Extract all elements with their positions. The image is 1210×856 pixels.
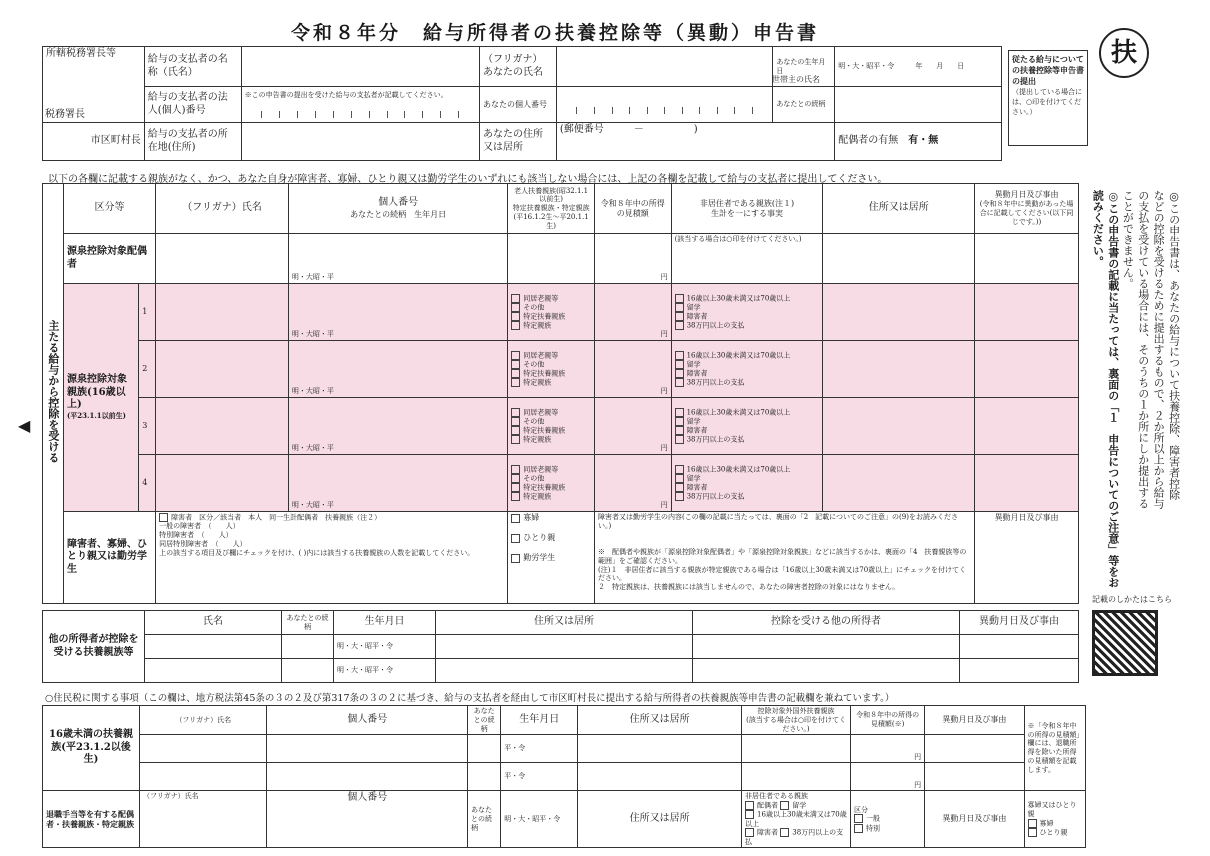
c-special-count[interactable]: （ 人） — [201, 531, 233, 539]
payer-number-label: 給与の支払者の法人(個人)番号 — [144, 87, 241, 123]
c-change: 異動月日及び事由 — [975, 512, 1079, 604]
main-side-label: 主たる給与から控除を受ける — [46, 319, 60, 463]
c-cohab-count[interactable]: （ 人） — [215, 539, 247, 548]
d-address: 住所又は居所 — [436, 611, 693, 635]
dep3-n2[interactable]: 留学 — [686, 417, 701, 426]
dep3-era[interactable]: 明・大昭・平 — [288, 398, 507, 455]
r-row1-name[interactable] — [140, 735, 267, 763]
d-row2-name[interactable] — [145, 659, 282, 683]
c-dep: 扶養親族 — [325, 513, 354, 522]
col-name: （フリガナ）氏名 — [156, 184, 289, 234]
payer-address-field[interactable] — [241, 123, 479, 161]
col-nonres: 非居住者である親族(注１) — [699, 198, 795, 208]
dep1-other[interactable]: その他 — [523, 303, 545, 312]
r-row1-address[interactable] — [578, 735, 742, 763]
secondary-submit-sub: （提出している場合には、○印を付けてください。） — [1012, 88, 1082, 116]
d-row2-change[interactable] — [960, 659, 1079, 683]
r-row1-change[interactable] — [925, 735, 1024, 763]
side-note-1: ◎この申告書は、あなたの給与について扶養控除、障害者控除などの控除を受けるために提出するもので、２か所以上から給与の支払を受けている場合には、そのうちの１か所にしか提出することができません。 — [1121, 190, 1181, 509]
r-row2-number[interactable] — [267, 763, 468, 791]
dep1-address[interactable] — [823, 284, 975, 341]
dep1-special[interactable]: 特定扶養親族 — [523, 312, 566, 321]
d-name: 氏名 — [145, 611, 282, 635]
col-relation: あなたとの続柄 — [350, 209, 407, 219]
payer-name-field[interactable] — [241, 47, 479, 87]
r-furigana: （フリガナ）氏名 — [140, 706, 267, 735]
d-change: 異動月日及び事由 — [960, 611, 1079, 635]
r-row2-address[interactable] — [578, 763, 742, 791]
dep3-n3[interactable]: 障害者 — [686, 426, 708, 435]
row-a-label: 源泉控除対象配偶者 — [63, 234, 155, 284]
secondary-submit-box[interactable] — [1008, 50, 1088, 146]
retire-disabled[interactable]: 障害者 — [757, 828, 779, 837]
col-class: 区分等 — [63, 184, 155, 234]
dep4-special2[interactable]: 特定親族 — [523, 492, 552, 501]
col-birth: 生年月日 — [414, 209, 447, 219]
r-row1-foreign[interactable] — [742, 735, 851, 763]
header-table — [42, 46, 1002, 161]
r-income: 令和８年中の所得の見積額(※) — [851, 706, 925, 735]
tax-office-chief: 税務署長 — [45, 109, 85, 120]
r-change: 異動月日及び事由 — [925, 706, 1024, 735]
d-row1-address[interactable] — [436, 635, 693, 659]
relation-label: あなたとの続柄 — [773, 87, 835, 123]
form-title: 令和８年分 給与所得者の扶養控除等（異動）申告書 — [290, 22, 819, 44]
retire-address[interactable]: 住所又は居所 — [578, 791, 742, 848]
retire-widow[interactable]: 寡婦 — [1039, 819, 1054, 828]
spouse-label: 配偶者の有無 — [838, 135, 899, 147]
retire-class: 区分 — [854, 805, 869, 814]
d-relation: あなたとの続柄 — [282, 611, 334, 635]
r-row2-name[interactable] — [140, 763, 267, 791]
d-birth: 生年月日 — [334, 611, 436, 635]
dep3-n4[interactable]: 38万円以上の支払 — [686, 435, 745, 444]
dep1-change[interactable] — [975, 284, 1079, 341]
your-number-label: あなたの個人番号 — [480, 87, 557, 123]
r-row2-relation[interactable] — [467, 763, 500, 791]
d-row2-era[interactable]: 明・大・昭平・令 — [334, 659, 436, 683]
dep4-n4[interactable]: 38万円以上の支払 — [686, 492, 745, 501]
r-row1-relation[interactable] — [467, 735, 500, 763]
dep4-change[interactable] — [975, 455, 1079, 512]
retire-single[interactable]: ひとり親 — [1039, 828, 1068, 837]
dep3-special[interactable]: 特定扶養親族 — [523, 426, 566, 435]
dep4-era[interactable]: 明・大昭・平 — [288, 455, 507, 512]
retire-era[interactable]: 明・大・昭平・令 — [501, 791, 578, 848]
retire-number[interactable]: 個人番号 — [267, 791, 468, 848]
r-row2-foreign[interactable] — [742, 763, 851, 791]
note-2: (注)１ 非居住者に該当する親族が特定親族である場合は「16歳以上30歳未満又は70歳以上」にチェックを付けてください。 — [597, 565, 966, 583]
dep1-era[interactable]: 明・大昭・平 — [288, 284, 507, 341]
d-row1-earner[interactable] — [693, 635, 960, 659]
dep4-special[interactable]: 特定扶養親族 — [523, 483, 566, 492]
dep4-income[interactable]: 円 — [594, 455, 671, 512]
city-chief-label: 市区町村長 — [43, 123, 145, 161]
payer-address-label: 給与の支払者の所在地(住所) — [144, 123, 241, 161]
dep4-n3[interactable]: 障害者 — [686, 483, 708, 492]
row-b-sub: (平23.1.1以前生) — [66, 410, 126, 420]
row-a-address[interactable] — [823, 234, 975, 284]
c-general: 一般の障害者 — [159, 522, 202, 531]
c-note2: （注２） — [353, 513, 382, 522]
instruction-text: 以下の各欄に記載する親族がなく、かつ、あなた自身が障害者、寡婦、ひとり親又は勤労学生のいずれにも該当しない場合には、上記の各欄を記載して給与の支払者に提出してください。 — [48, 174, 888, 185]
dep1-n2[interactable]: 留学 — [686, 303, 701, 312]
dep2-n2[interactable]: 留学 — [686, 360, 701, 369]
d-row1-name[interactable] — [145, 635, 282, 659]
c-cohab-special: 同居特別障害者 — [159, 539, 209, 548]
c-spouse: 同一生計配偶者 — [269, 513, 319, 522]
c-general-count[interactable]: （ 人） — [208, 522, 240, 531]
secondary-submit-label: 従たる給与についての扶養控除等申告書の提出 — [1012, 54, 1084, 86]
form-badge: 扶 — [1099, 28, 1149, 78]
spouse-option[interactable]: 有・無 — [908, 135, 939, 147]
retire-study[interactable]: 留学 — [792, 801, 807, 810]
d-row1-era[interactable]: 明・大・昭平・令 — [334, 635, 436, 659]
c-student[interactable]: 勤労学生 — [523, 553, 556, 562]
your-name-label: あなたの氏名 — [483, 66, 543, 78]
c-applicable: 該当者 — [220, 513, 242, 522]
d-row2-address[interactable] — [436, 659, 693, 683]
dep2-era[interactable]: 明・大昭・平 — [288, 341, 507, 398]
c-class: 区分 — [199, 513, 214, 522]
retire-nonres: 非居住者である親族 — [745, 792, 809, 801]
row-a-name[interactable] — [156, 234, 289, 284]
household-head-label: 世帯主の氏名 — [772, 75, 820, 84]
r-row1-income[interactable]: 円 — [851, 735, 925, 763]
dep1-special2[interactable]: 特定親族 — [523, 321, 552, 330]
r-row2-change[interactable] — [925, 763, 1024, 791]
dep2-name[interactable] — [156, 341, 289, 398]
dep4-name[interactable] — [156, 455, 289, 512]
col-address: 住所又は居所 — [823, 184, 975, 234]
retire-spouse[interactable]: 配偶者 — [757, 801, 779, 810]
r-row2-income[interactable]: 円 — [851, 763, 925, 791]
row-a-elder[interactable] — [508, 234, 595, 284]
qr-code-icon[interactable] — [1092, 610, 1158, 676]
birthdate-label: あなたの生年月日 — [773, 47, 835, 87]
retire-change: 異動月日及び事由 — [925, 791, 1024, 848]
r-star-note: ※「令和８年中の所得の見積額」欄には、退職所得を除いた所得の見積額を記載します。 — [1024, 706, 1085, 791]
dep2-n4[interactable]: 38万円以上の支払 — [686, 378, 745, 387]
dep4-other[interactable]: その他 — [523, 474, 545, 483]
dep4-n1[interactable]: 16歳以上30歳未満又は70歳以上 — [686, 465, 791, 473]
note-1: ※ 配偶者や親族が「源泉控除対象配偶者」や「源泉控除対象親族」などに該当するかは、裏面の「4 扶養親族等の範囲」をご確認ください。 — [597, 548, 967, 565]
relation-field[interactable] — [835, 87, 1002, 123]
c-disabled[interactable]: 障害者 — [171, 513, 193, 522]
dep3-name[interactable] — [156, 398, 289, 455]
r-row2-era[interactable]: 平・令 — [501, 763, 578, 791]
row-a-same-note: (該当する場合は○印を付けてください。) — [671, 234, 823, 284]
dep3-address[interactable] — [823, 398, 975, 455]
furigana-label: （フリガナ） — [483, 54, 543, 65]
dep2-income[interactable]: 円 — [594, 341, 671, 398]
year-label: 年 — [915, 62, 923, 71]
dep2-cohab[interactable]: 同居老親等 — [523, 351, 559, 359]
col-change: 異動月日及び事由 — [994, 190, 1059, 200]
dep1-n3[interactable]: 障害者 — [686, 312, 708, 321]
col-elder: 老人扶養親族(昭32.1.1以前生) — [514, 186, 589, 204]
retire-relation[interactable]: あなたとの続柄 — [467, 791, 500, 848]
dep2-n1[interactable]: 16歳以上30歳未満又は70歳以上 — [686, 351, 791, 359]
dep2-other[interactable]: その他 — [523, 360, 545, 369]
d-row1-change[interactable] — [960, 635, 1079, 659]
dep4-cohab[interactable]: 同居老親等 — [523, 465, 559, 473]
dep4-n2[interactable]: 留学 — [686, 474, 701, 483]
retire-special[interactable]: 特別 — [866, 824, 881, 833]
dep1-n4[interactable]: 38万円以上の支払 — [686, 321, 745, 330]
col-number: 個人番号 — [378, 197, 419, 209]
tax-office-label: 所轄税務署長等 — [43, 47, 145, 123]
r-relation: あなたとの続柄 — [467, 706, 500, 735]
col-same: 生計を一にする事実 — [710, 208, 783, 218]
d-row1-relation[interactable] — [282, 635, 334, 659]
resident-heading: ○住民税に関する事項（この欄は、地方税法第45条の３の２及び第317条の３の２に基づき、給与の支払者を経由して市区町村長に提出する給与所得者の扶養親族等申告書の記載欄を兼ねています。） — [45, 693, 895, 704]
r-row1-number[interactable] — [267, 735, 468, 763]
c-special: 特別障害者 — [159, 531, 195, 539]
dep1-income[interactable]: 円 — [594, 284, 671, 341]
r-row1-era[interactable]: 平・令 — [501, 735, 578, 763]
d-row2-earner[interactable] — [693, 659, 960, 683]
retire-name[interactable]: （フリガナ）氏名 — [140, 791, 267, 848]
r-foreign: 控除対象外国外扶養親族 — [757, 707, 835, 715]
dep2-special[interactable]: 特定扶養親族 — [523, 369, 566, 378]
payer-name-label: 給与の支払者の名称（氏名） — [144, 47, 241, 87]
col-special: 特定扶養親族・特定親族(平16.1.2生～平20.1.1生) — [512, 204, 590, 230]
month-label: 月 — [936, 62, 944, 71]
r-foreign-note: (該当する場合は○印を付けてください。) — [746, 715, 846, 733]
col-income: 令和８年中の所得の見積額 — [594, 184, 671, 234]
retire-widow-opt: 寡婦又はひとり親 — [1027, 801, 1077, 818]
side-note-2: ◎この申告書の記載に当たっては、裏面の「１ 申告についてのご注意」等をお読みください。 — [1091, 190, 1120, 588]
left-arrow-icon: ◀ — [18, 416, 31, 435]
dep2-address[interactable] — [823, 341, 975, 398]
note-3: ２ 特定親族は、扶養親族には該当しませんので、あなたの障害者控除の対象にはなりません。 — [597, 583, 900, 591]
r-address: 住所又は居所 — [578, 706, 742, 735]
payer-number-note: ※この申告書の提出を受けた給与の支払者が記載してください。 — [244, 91, 448, 100]
c-single[interactable]: ひとり親 — [523, 533, 556, 542]
c-content: 障害者又は勤労学生の内容(この欄の記載に当たっては、裏面の「2 記載についてのご注意」の(9)をお読みください。) — [597, 513, 958, 530]
d-other-earner: 控除を受ける他の所得者 — [693, 611, 960, 635]
your-name-field[interactable] — [556, 47, 773, 87]
retire-pay[interactable]: 38万円以上の支払 — [745, 828, 844, 846]
retire-age[interactable]: 16歳以上30歳未満又は70歳以上 — [745, 810, 847, 828]
dep2-special2[interactable]: 特定親族 — [523, 378, 552, 387]
r-birth: 生年月日 — [501, 706, 578, 735]
dep1-name[interactable] — [156, 284, 289, 341]
dep2-n3[interactable]: 障害者 — [686, 369, 708, 378]
dep3-special2[interactable]: 特定親族 — [523, 435, 552, 444]
dep1-n1[interactable]: 16歳以上30歳未満又は70歳以上 — [686, 294, 791, 302]
dep1-cohab[interactable]: 同居老親等 — [523, 294, 559, 302]
row-a-income[interactable]: 円 — [594, 234, 671, 284]
dep4-address[interactable] — [823, 455, 975, 512]
your-number-field[interactable] — [560, 96, 770, 114]
section-d-label: 他の所得者が控除を受ける扶養親族等 — [43, 611, 145, 683]
c-footnote: 上の該当する項目及び欄にチェックを付け、( )内には該当する扶養親族の人数を記載してください。 — [159, 548, 475, 557]
row-a-era[interactable]: 明・大昭・平 — [288, 234, 507, 284]
dep3-n1[interactable]: 16歳以上30歳未満又は70歳以上 — [686, 408, 791, 416]
col-change-note: (令和８年中に異動があった場合に記載してください(以下同じです。)) — [979, 200, 1074, 226]
dep3-income[interactable]: 円 — [594, 398, 671, 455]
dep3-change[interactable] — [975, 398, 1079, 455]
retire-general[interactable]: 一般 — [866, 814, 881, 823]
row-a-change[interactable] — [975, 234, 1079, 284]
payer-number-field[interactable] — [245, 100, 476, 118]
c-self: 本人 — [248, 513, 263, 522]
era-label: 明・大・昭平・令 — [838, 62, 895, 71]
day-label: 日 — [957, 62, 965, 71]
dep3-cohab[interactable]: 同居老親等 — [523, 408, 559, 416]
under16-label: 16歳未満の扶養親族(平23.1.2以後生) — [43, 706, 140, 791]
row-b-label: 源泉控除対象親族(16歳以上) — [66, 374, 127, 411]
main-table: 主たる給与から控除を受ける 区分等 （フリガナ）氏名 個人番号 あなたとの続柄 生年月日 老人扶養親族(昭32.1.1以前生) 特定扶養親族・特定親族(平16.1.2生～平20.1.1生) 令和８年中の所得の見積額 非居住者である親族(注１) 生計を一にする事実 住所又は居所 異動月日及び事由 (令和８年中に異動があった場合に記載してください(以下同じです。)) 源泉控除対象配偶者 明・大昭・平 円 (該当する場合は○印を付けてください。) 源泉控除対象親族(16歳以上) (平23.1.1以前生) 1 明・大昭・平 同居老親等 その他 特定扶養親族 特定親族 円 16歳以上30歳未満又は70歳以上 留学 障害者 38万円以上の支払 2 明・大昭・平 同居老親等 その他 特定扶養親族 特定親族 円 16歳以上30歳未満又は70歳以上 留学 障害者 38万円以上の支払 3 明・大昭・平 同居老親等 その他 特定扶養親族 特定親族 円 16歳以上30歳未満又は70歳以上 留学 障害者 38万円以上の支払 4 明・大昭・平 同居老親等 その他 特定扶養親族 特定親族 円 16歳以上30歳未満又は70歳以上 留学 障害者 38万円以上の支払 障害者、寡婦、ひとり親又は勤労学生 障害者 区分／該当者 本人 同一生計配偶者 扶養親族（注２） 一般の障害者 （ 人） 特別障害者 （ 人） 同居特別障害者 （ 人） 上の該当する項目及び欄にチェックを付け、( )内には該当する扶養親族の人数を記載してください。 寡婦 ひとり親 勤労学生 障害者又は勤労学生の内容(この欄の記載に当たっては、裏面の「2 記載についてのご注意」の(9)をお読みください。) ※ 配偶者や親族が「源泉控除対象配偶者」や「源泉控除対象親族」などに該当するかは、裏面の「4 扶養親族等の範囲」をご確認ください。 (注)１ 非居住者に該当する親族が特定親族である場合は「16歳以上30歳未満又は70歳以上」にチェックを付けてください。 ２ 特定親族は、扶養親族には該当しませんので、あなたの障害者控除の対象にはなりません。 異動月日及び事由 — [42, 183, 1079, 604]
your-address-label: あなたの住所又は居所 — [480, 123, 557, 161]
r-number: 個人番号 — [267, 706, 468, 735]
dep3-other[interactable]: その他 — [523, 417, 545, 426]
c-widow[interactable]: 寡婦 — [523, 513, 540, 522]
resident-table — [42, 705, 1086, 848]
section-d-table — [42, 610, 1079, 683]
retire-label: 退職手当等を有する配偶者・扶養親族・特定親族 — [43, 791, 140, 848]
row-c-label: 障害者、寡婦、ひとり親又は勤労学生 — [63, 512, 155, 604]
d-row2-relation[interactable] — [282, 659, 334, 683]
dep2-change[interactable] — [975, 341, 1079, 398]
qr-label: 記載のしかたはこちら — [1092, 595, 1172, 604]
postal-field[interactable]: (郵便番号 － ) — [556, 123, 834, 161]
